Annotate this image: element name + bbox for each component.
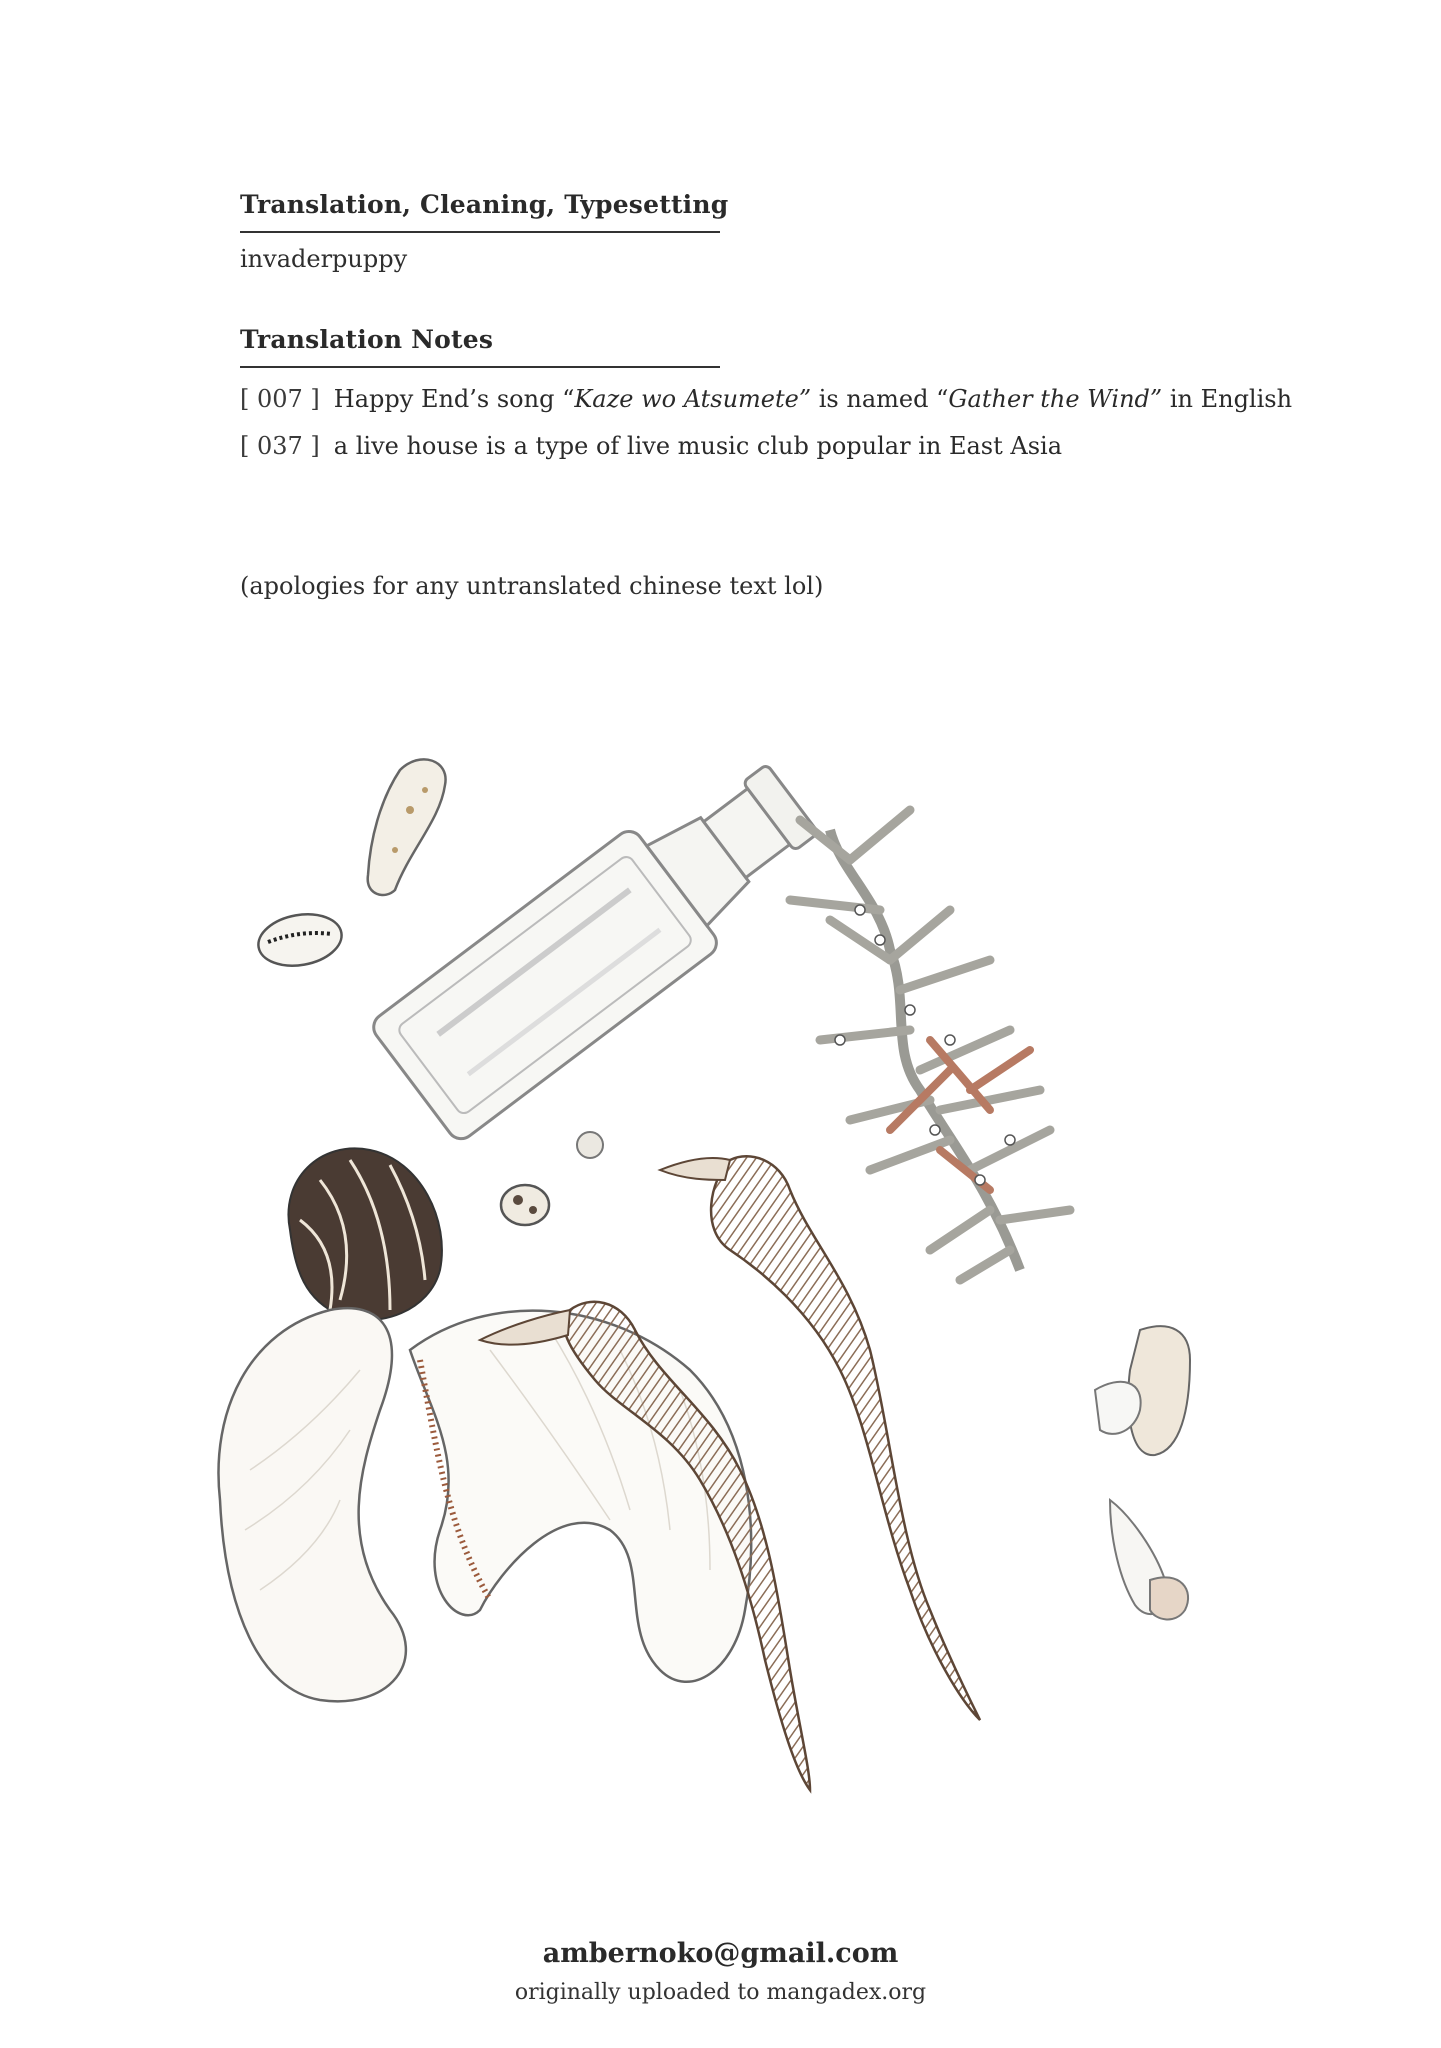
apology-note: (apologies for any untranslated chinese text lol) (240, 572, 824, 600)
pebble-icon (501, 1185, 549, 1225)
note-text: is named “ (811, 385, 949, 413)
note-item (240, 432, 1062, 460)
note-italic-title: Gather the Wind” (948, 385, 1163, 413)
credits-divider (240, 231, 720, 233)
note-page-number: [ 037 ] (240, 432, 320, 460)
seashore-objects-illustration (190, 710, 1340, 1890)
shark-tooth-icon (1110, 1500, 1188, 1619)
pearl-icon (577, 1132, 603, 1158)
coral-icon (790, 810, 1070, 1280)
striped-shell-icon (288, 1148, 441, 1320)
note-text: a live house is a type of live music club popular in East Asia (333, 432, 1063, 460)
notes-divider (240, 366, 720, 368)
note-italic-title: Kaze wo Atsumete” (574, 385, 812, 413)
note-page-number: [ 007 ] (240, 385, 320, 413)
shark-tooth-icon (1095, 1326, 1190, 1455)
paper-nautilus-shell-icon (218, 1308, 751, 1701)
source-note: originally uploaded to mangadex.org (514, 1980, 927, 2005)
notes-heading: Translation Notes (240, 325, 494, 354)
rock-icon (368, 759, 446, 895)
contact-email: ambernoko@gmail.com (542, 1938, 899, 1969)
note-item (240, 385, 1292, 413)
cowrie-shell-icon (254, 908, 345, 972)
note-text: in English (1162, 385, 1293, 413)
translator-name: invaderpuppy (240, 245, 408, 273)
note-text: Happy End’s song “ (333, 385, 575, 413)
credits-heading: Translation, Cleaning, Typesetting (240, 190, 729, 219)
